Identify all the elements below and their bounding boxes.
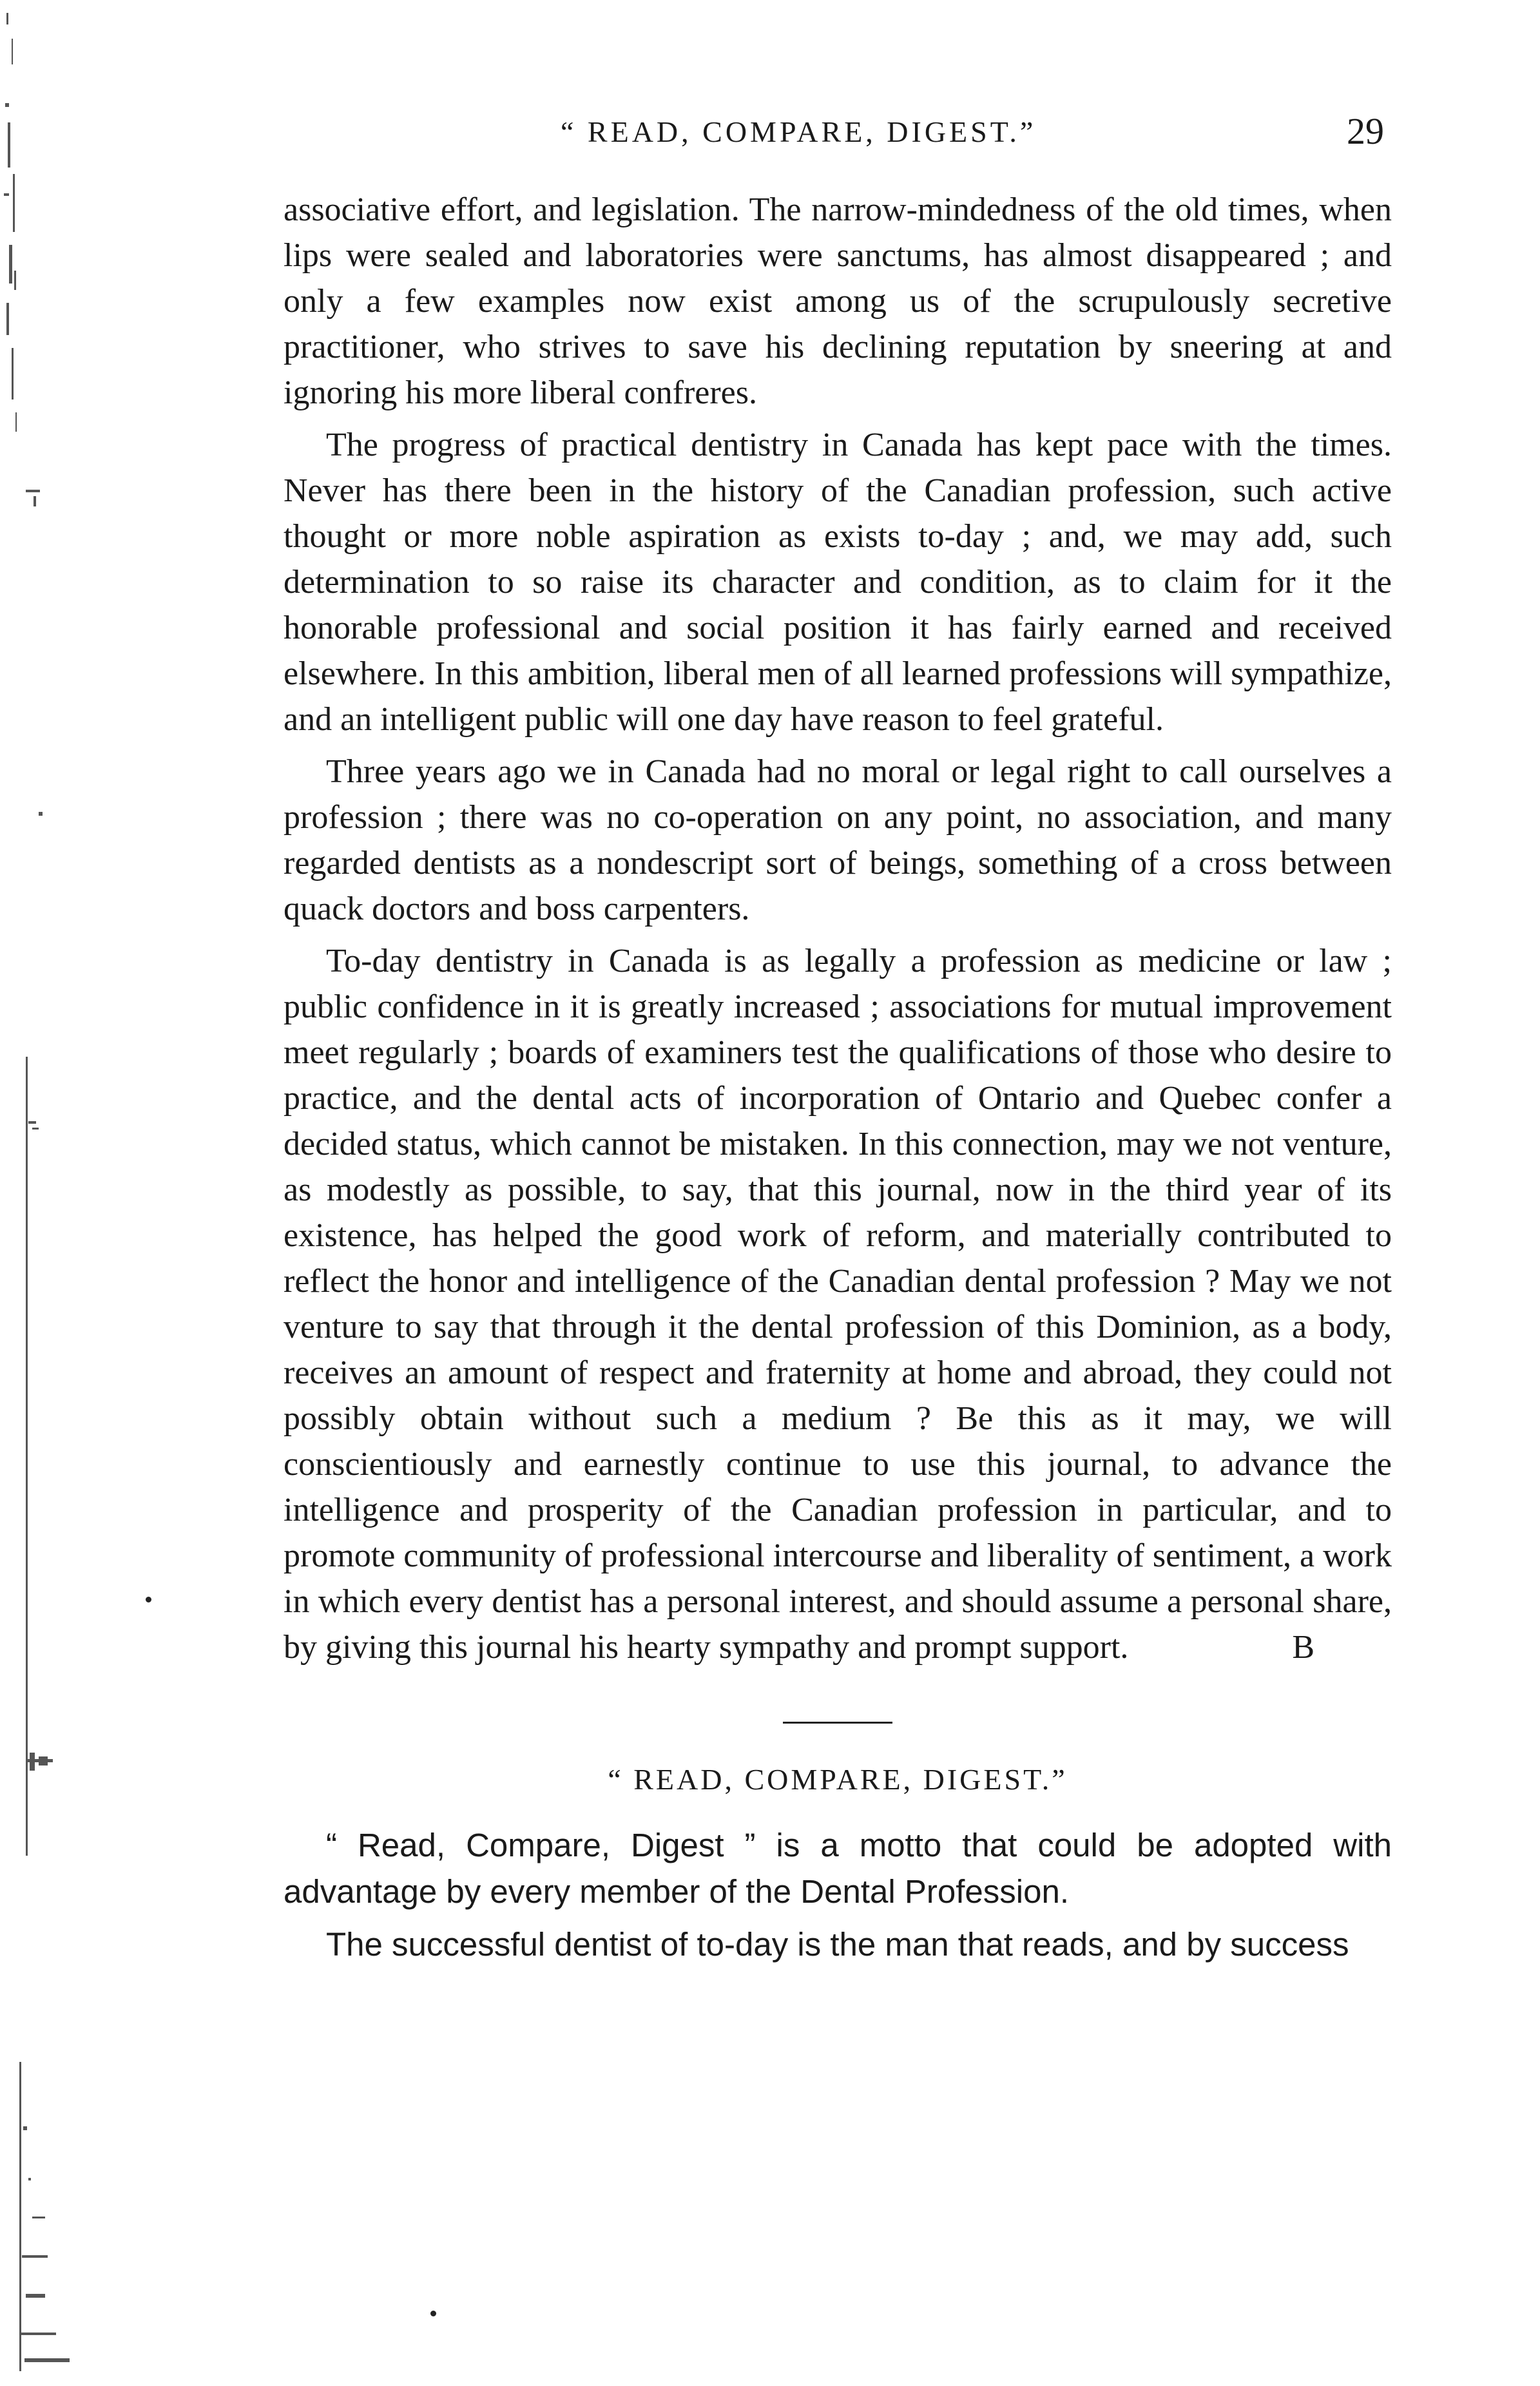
paragraph: Three years ago we in Canada had no moral or legal right to call ourselves a profession ; there was no co-operation on any point, no association, and many regarded dentists as a nondescript sort of beings, something of a cross between quack doctors and boss carpenters. <box>284 753 1392 927</box>
paragraph: associative effort, and legislation. The narrow-mindedness of the old times, when lips were sealed and laboratories were sanctums, has almost disappeared ; and only a few examples now exist among us of the scrupulously secretive practitioner, who strives to save his declining reputation by sneering at and ignoring his more liberal confreres. <box>284 191 1392 411</box>
article-body <box>284 187 1392 1974</box>
paragraph: To-day dentistry in Canada is as legally a profession as medicine or law ; public confidence in it is greatly increased ; associations for mutual improvement meet regularly ; boards of examiners test the qualifications of those who desire to practice, and the dental acts of incorporation of Ontario and Quebec confer a decided status, which cannot be mistaken. In this connection, may we not venture, as modestly as possible, to say, that this journal, now in the third year of its existence, has helped the good work of reform, and materially contributed to reflect the honor and intelligence of the Canadian dental profession ? May we not venture to say that through it the dental profession of this Dominion, as a body, receives an amount of respect and fraternity at home and abroad, they could not possibly obtain without such a medium ? Be this as it may, we will conscientiously and earnestly continue to use this journal, to advance the intelligence and prosperity of the Canadian profession in particular, and to promote community of professional intercourse and liberality of sentiment, a work in which every dentist has a personal interest, and should assume a personal share, by giving this journal his hearty sympathy and prompt support. <box>284 943 1392 1666</box>
section-heading: “ READ, COMPARE, DIGEST.” <box>608 1763 1068 1796</box>
paragraph: The progress of practical dentistry in Canada has kept pace with the times. Never has there been in the history of the Canadian profession, such active thought or more noble aspiration as exists to-day ; and, we may add, such determination to so raise its character and condition, as to claim for it the honorable professional and social position it has fairly earned and received elsewhere. In this ambition, liberal men of all learned professions will sympathize, and an intelligent public will one day have reason to feel grateful. <box>284 427 1392 738</box>
author-signature: B <box>1292 1629 1314 1666</box>
scan-speck <box>430 2311 436 2316</box>
closing-paragraph-wrap <box>284 938 1392 1670</box>
running-title: “ READ, COMPARE, DIGEST.” <box>561 115 1037 148</box>
scan-edge-noise <box>0 0 97 2386</box>
running-head <box>0 110 1540 161</box>
section-divider <box>783 1722 892 1724</box>
scan-speck <box>146 1597 151 1602</box>
paragraph: The successful dentist of to-day is the man that reads, and by success <box>326 1926 1349 1963</box>
page-number: 29 <box>1347 110 1384 152</box>
paragraph: “ Read, Compare, Digest ” is a motto that could be adopted with advantage by every member of the Dental Profession. <box>284 1827 1392 1910</box>
